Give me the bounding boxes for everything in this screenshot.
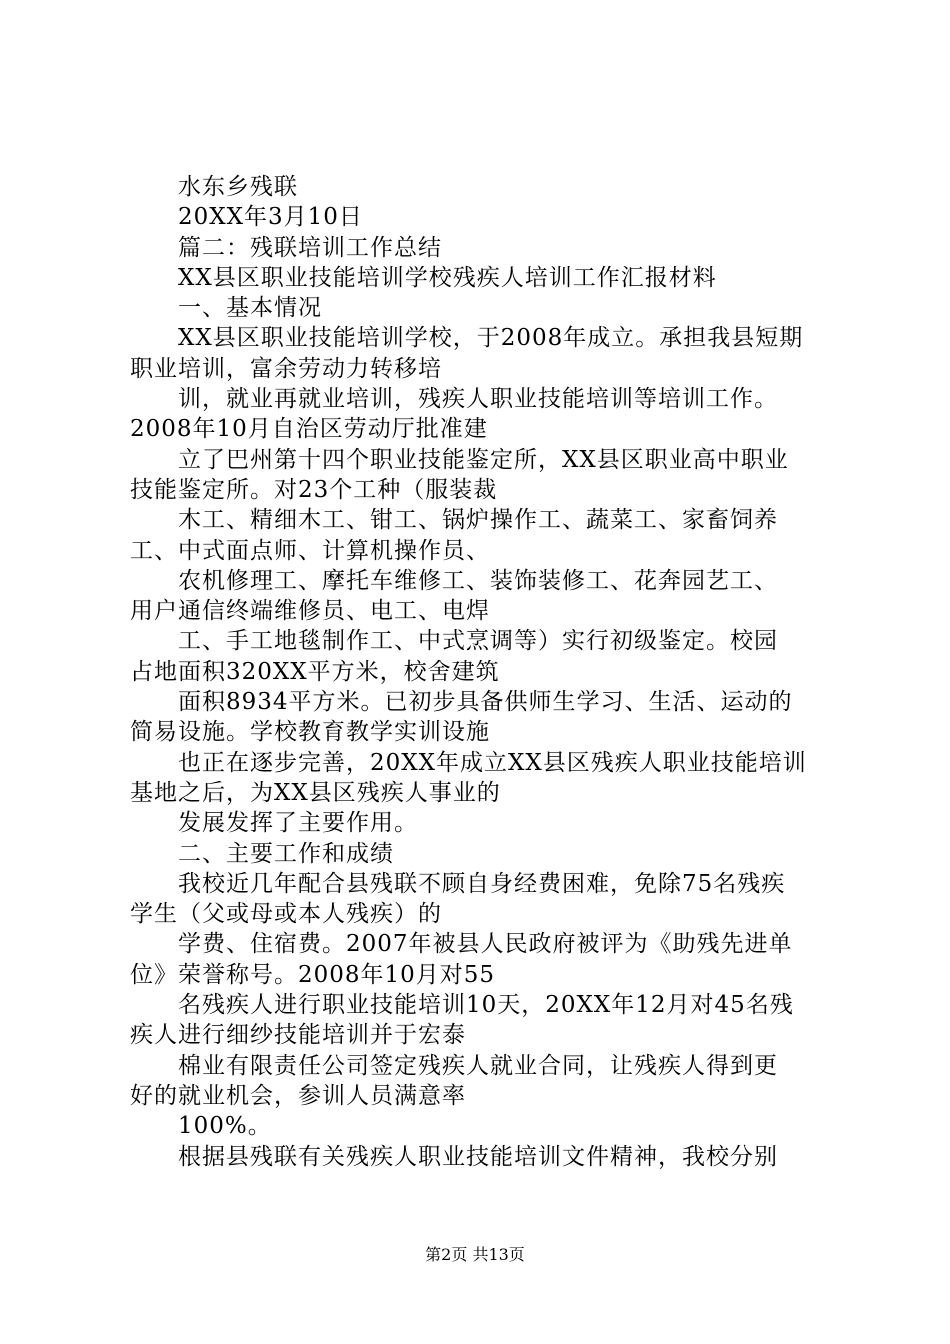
text-line: 基地之后，为XX县区残疾人事业的 bbox=[130, 779, 501, 806]
text-line: XX县区职业技能培训学校残疾人培训工作汇报材料 bbox=[178, 264, 717, 291]
text-line: 训，就业再就业培训，残疾人职业技能培训等培训工作。 bbox=[178, 386, 778, 413]
text-line: 名残疾人进行职业技能培训10天，20XX年12月对45名残 bbox=[178, 992, 794, 1019]
text-line: 发展发挥了主要作用。 bbox=[178, 810, 418, 837]
text-line: 水东乡残联 bbox=[178, 174, 298, 200]
text-line: 20XX年3月10日 bbox=[178, 204, 363, 231]
text-line: 立了巴州第十四个职业技能鉴定所，XX县区职业高中职业 bbox=[178, 446, 789, 473]
text-line: 好的就业机会，参训人员满意率 bbox=[130, 1082, 466, 1109]
text-line: 棉业有限责任公司签定残疾人就业合同，让残疾人得到更 bbox=[178, 1052, 778, 1079]
text-line: 学生（父或母或本人残疾）的 bbox=[130, 901, 442, 928]
text-line: 一、基本情况 bbox=[178, 295, 322, 322]
text-line: 篇二：残联培训工作总结 bbox=[178, 234, 442, 261]
text-line: 二、主要工作和成绩 bbox=[178, 840, 394, 867]
text-line: 职业培训，富余劳动力转移培 bbox=[130, 355, 442, 382]
text-line: 100%。 bbox=[178, 1113, 272, 1140]
text-line: 技能鉴定所。对23个工种（服装裁 bbox=[130, 476, 498, 503]
text-line: 也正在逐步完善，20XX年成立XX县区残疾人职业技能培训 bbox=[178, 749, 807, 776]
text-line: 位》荣誉称号。2008年10月对55 bbox=[130, 961, 496, 988]
text-line: 工、手工地毯制作工、中式烹调等）实行初级鉴定。校园 bbox=[178, 628, 778, 655]
page-footer: 第2页 共13页 bbox=[425, 1245, 525, 1264]
document-body bbox=[130, 172, 850, 1172]
text-line: 2008年10月自治区劳动厅批准建 bbox=[130, 416, 488, 443]
text-line: 疾人进行细纱技能培训并于宏泰 bbox=[130, 1022, 466, 1049]
text-line: 农机修理工、摩托车维修工、装饰装修工、花奔园艺工、 bbox=[178, 567, 778, 594]
text-line: 占地面积320XX平方米，校舍建筑 bbox=[130, 658, 500, 685]
text-line: 用户通信终端维修员、电工、电焊 bbox=[130, 598, 490, 625]
text-line: 简易设施。学校教育教学实训设施 bbox=[130, 719, 490, 746]
text-line: 木工、精细木工、钳工、锅炉操作工、蔬菜工、家畜饲养 bbox=[178, 507, 778, 534]
text-line: 根据县残联有关残疾人职业技能培训文件精神，我校分别 bbox=[178, 1143, 778, 1170]
text-line: XX县区职业技能培训学校，于2008年成立。承担我县短期 bbox=[178, 325, 804, 352]
text-line: 我校近几年配合县残联不顾自身经费困难，免除75名残疾 bbox=[178, 870, 786, 897]
text-line: 学费、住宿费。2007年被县人民政府被评为《助残先进单 bbox=[178, 931, 793, 958]
text-line: 工、中式面点师、计算机操作员、 bbox=[130, 537, 490, 564]
text-line: 面积8934平方米。已初步具备供师生学习、生活、运动的 bbox=[178, 689, 793, 716]
